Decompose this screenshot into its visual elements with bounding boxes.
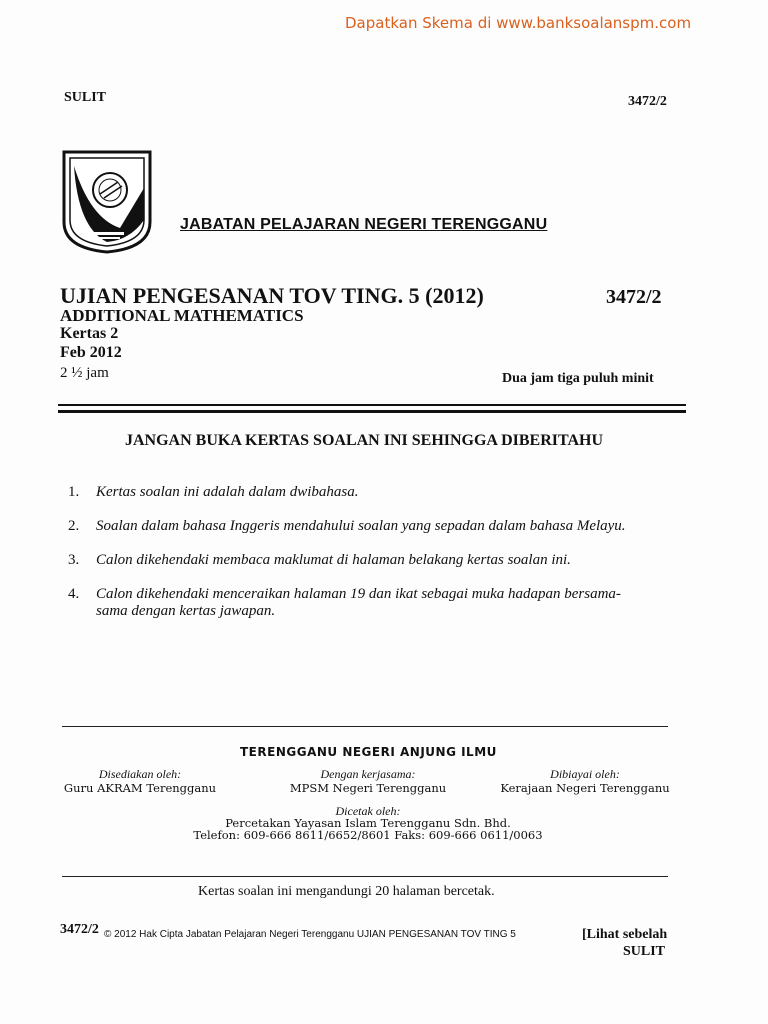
instruction-text: Calon dikehendaki membaca maklumat di halaman belakang kertas soalan ini. [96,552,571,568]
divider-thick [58,410,686,413]
copyright-notice: © 2012 Hak Cipta Jabatan Pelajaran Negeri Terengganu UJIAN PENGESANAN TOV TING 5 [104,929,516,940]
divider-thin [58,404,686,406]
subject-name: ADDITIONAL MATHEMATICS [60,306,304,325]
classification-top: SULIT [64,90,107,105]
instruction-item [68,586,668,620]
state-motto: TERENGGANU NEGERI ANJUNG ILMU [240,745,497,759]
printer-contact: Telefon: 609-666 8611/6652/8601 Faks: 609-666 0611/0063 [193,828,543,842]
state-education-crest-icon [60,148,154,254]
funded-by-value: Kerajaan Negeri Terengganu [500,781,670,795]
exam-duration: 2 ½ jam [60,365,109,381]
exam-title: UJIAN PENGESANAN TOV TING. 5 (2012) [60,283,484,308]
instruction-item [68,484,708,501]
footer-paper-code: 3472/2 [60,922,99,937]
instruction-item [68,552,708,569]
warning-notice: JANGAN BUKA KERTAS SOALAN INI SEHINGGA DIBERITAHU [125,432,604,449]
instruction-number: 2. [68,518,80,534]
printed-by-value: Percetakan Yayasan Islam Terengganu Sdn. Bhd. [225,816,511,830]
turn-over-note: [Lihat sebelah [582,927,668,942]
instruction-number: 4. [68,586,80,602]
instruction-number: 1. [68,484,80,500]
instruction-text: Calon dikehendaki menceraikan halaman 19 dan ikat sebagai muka hadapan bersama-sama dengan kertas jawapan. [96,586,621,619]
exam-date: Feb 2012 [60,344,122,361]
exam-code: 3472/2 [606,286,662,308]
divider-credits-bottom [62,876,668,877]
printed-by-label: Dicetak oleh: [335,804,401,818]
paper-number: Kertas 2 [60,325,119,342]
exam-duration-words: Dua jam tiga puluh minit [502,371,654,386]
classification-bottom: SULIT [623,944,666,959]
department-name: JABATAN PELAJARAN NEGERI TERENGGANU [180,216,548,233]
instruction-number: 3. [68,552,80,568]
collaboration-label: Dengan kerjasama: [320,767,416,781]
prepared-by-value: Guru AKRAM Terengganu [63,781,217,795]
divider-credits-top [62,726,668,727]
instruction-text: Kertas soalan ini adalah dalam dwibahasa. [96,484,359,500]
paper-code-top: 3472/2 [628,94,667,109]
banner-link[interactable]: Dapatkan Skema di www.banksoalanspm.com [345,14,692,32]
page-count-note: Kertas soalan ini mengandungi 20 halaman bercetak. [198,884,495,899]
collaboration-value: MPSM Negeri Terengganu [289,781,447,795]
instruction-item [68,518,708,535]
prepared-by-label: Disediakan oleh: [98,767,182,781]
instruction-text: Soalan dalam bahasa Inggeris mendahului soalan yang sepadan dalam bahasa Melayu. [96,518,626,534]
funded-by-label: Dibiayai oleh: [550,767,620,781]
